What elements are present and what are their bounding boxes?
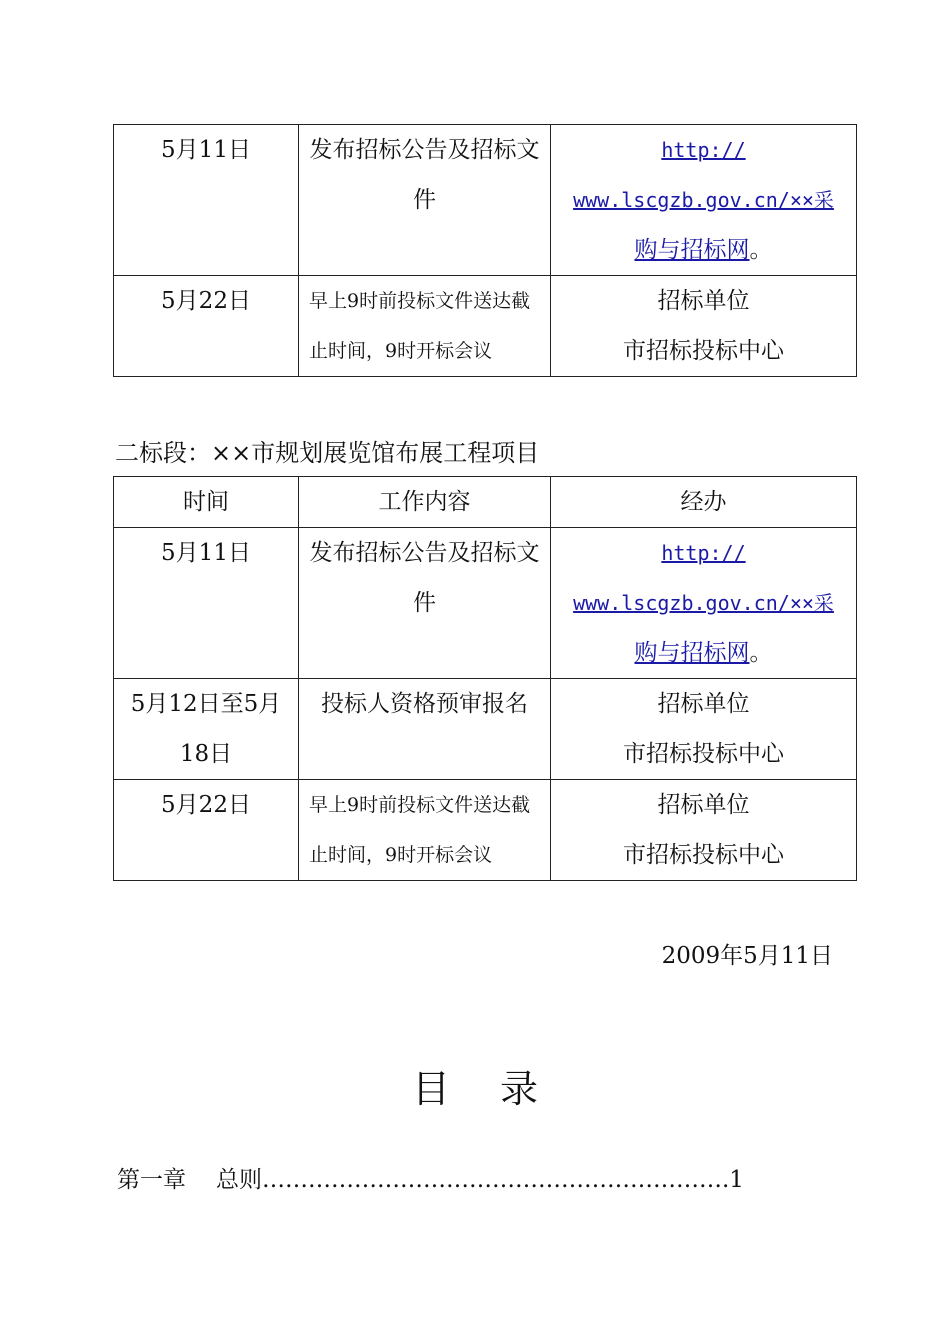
website-link[interactable]: 购与招标网 — [634, 640, 750, 666]
schedule-table-section1 — [113, 124, 857, 377]
content-cell — [299, 276, 551, 377]
agent-cell — [551, 125, 857, 276]
toc-title-char: 目 — [411, 1067, 500, 1111]
agent-line: 招标单位 — [657, 792, 750, 818]
table-row — [114, 780, 857, 881]
website-link[interactable]: www.lscgzb.gov.cn/××采 — [573, 591, 834, 615]
content-line: 发布招标公告及招标文 — [309, 137, 540, 163]
column-header: 经办 — [551, 477, 857, 528]
toc-chapter: 第一章 — [117, 1167, 186, 1193]
website-link[interactable]: http:// — [661, 138, 746, 162]
table-row — [114, 276, 857, 377]
website-link[interactable]: www.lscgzb.gov.cn/××采 — [573, 188, 834, 212]
content-line: 件 — [413, 187, 436, 213]
column-header: 工作内容 — [299, 477, 551, 528]
agent-line: 招标单位 — [657, 288, 750, 314]
content-line: 止时间，9时开标会议 — [309, 340, 493, 362]
toc-page-number: .1 — [722, 1167, 744, 1193]
signature-date: 2009年5月11日 — [661, 943, 833, 969]
column-header: 时间 — [114, 477, 299, 528]
content-cell — [299, 780, 551, 881]
content-line: 早上9时前投标文件送达截 — [309, 794, 531, 816]
date-cell — [114, 679, 299, 780]
table-header-row — [114, 477, 857, 528]
date-cell: 5月11日 — [114, 528, 299, 679]
agent-line: 市招标投标中心 — [623, 741, 784, 767]
date-line: 5月12日至5月 — [130, 691, 282, 717]
toc-chapter-name: 总则 — [216, 1167, 262, 1193]
period-text: 。 — [749, 237, 773, 263]
toc-leader: …………………………………………………… — [262, 1167, 722, 1193]
agent-cell — [551, 276, 857, 377]
date-cell: 5月22日 — [114, 780, 299, 881]
agent-line: 市招标投标中心 — [623, 338, 784, 364]
content-cell — [299, 125, 551, 276]
agent-cell — [551, 780, 857, 881]
content-line: 止时间，9时开标会议 — [309, 844, 493, 866]
agent-line: 市招标投标中心 — [623, 842, 784, 868]
content-cell — [299, 528, 551, 679]
content-line: 发布招标公告及招标文 — [309, 540, 540, 566]
date-cell: 5月11日 — [114, 125, 299, 276]
table-row — [114, 679, 857, 780]
content-line: 早上9时前投标文件送达截 — [309, 290, 531, 312]
date-line: 18日 — [179, 741, 233, 767]
period-text: 。 — [749, 640, 773, 666]
toc-title — [0, 1058, 950, 1113]
date-cell: 5月22日 — [114, 276, 299, 377]
agent-cell — [551, 528, 857, 679]
website-link[interactable]: 购与招标网 — [634, 237, 750, 263]
website-link[interactable]: http:// — [661, 541, 746, 565]
toc-title-char: 录 — [500, 1067, 589, 1111]
section-title: 二标段：××市规划展览馆布展工程项目 — [115, 439, 540, 467]
content-line: 件 — [413, 590, 436, 616]
toc-entry[interactable] — [117, 1164, 744, 1196]
agent-line: 招标单位 — [657, 691, 750, 717]
table-row — [114, 528, 857, 679]
agent-cell — [551, 679, 857, 780]
table-row — [114, 125, 857, 276]
schedule-table-section2 — [113, 476, 857, 881]
content-cell: 投标人资格预审报名 — [299, 679, 551, 780]
